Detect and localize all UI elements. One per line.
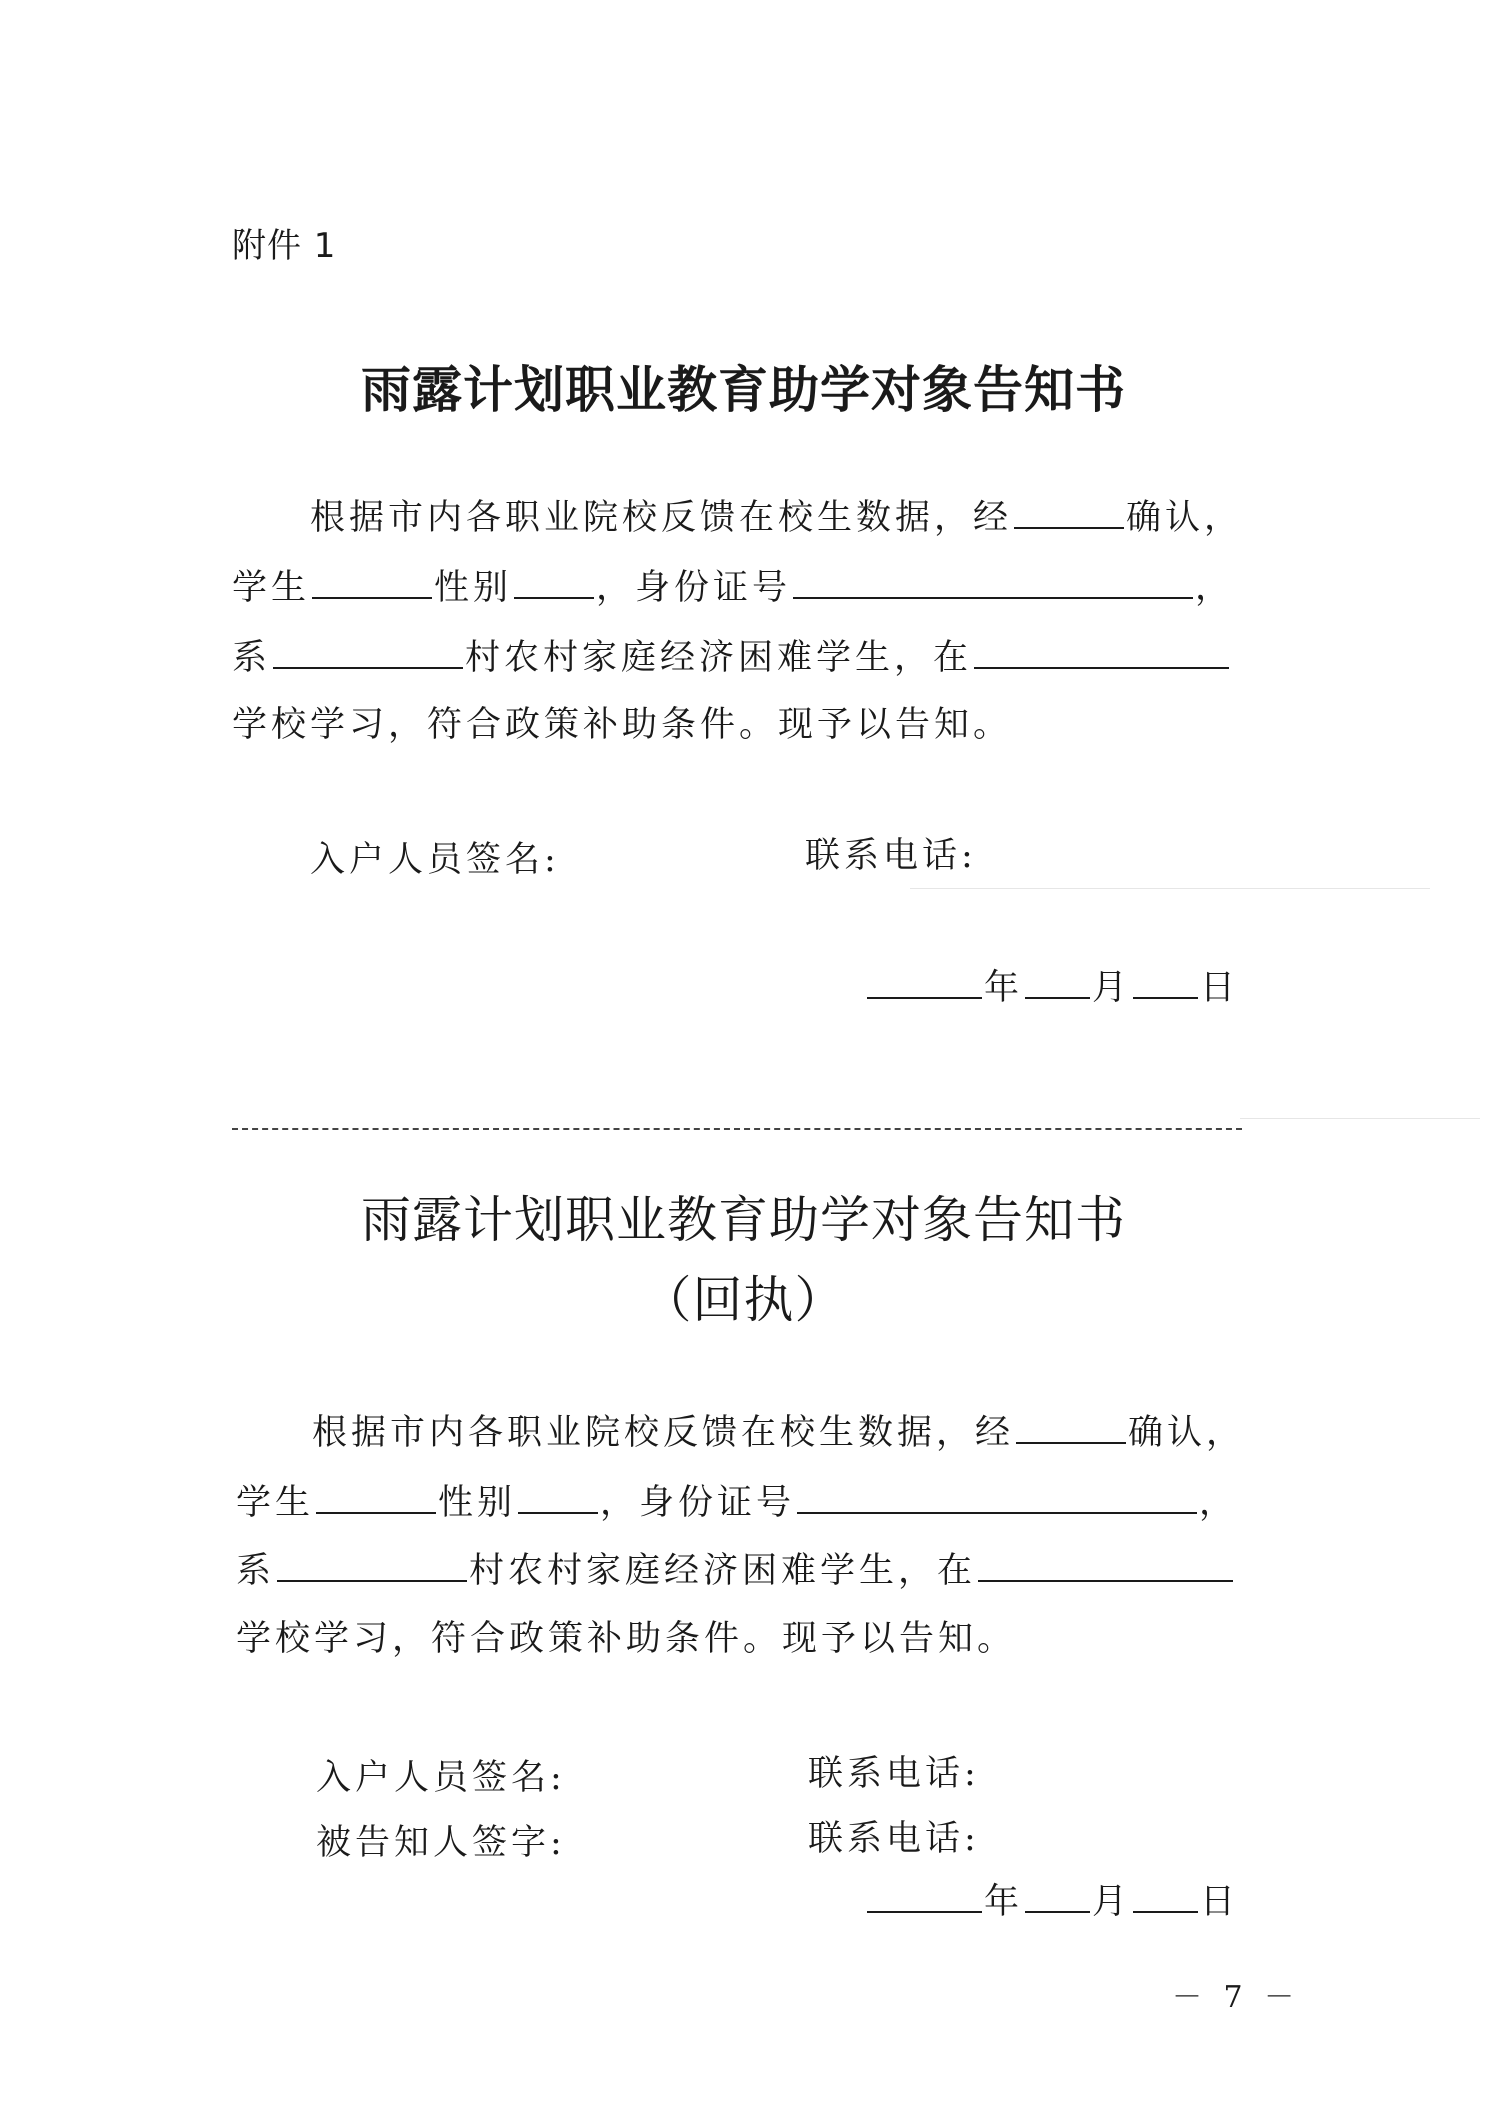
scan-artifact	[1240, 1118, 1480, 1119]
year-label: 年	[984, 1882, 1024, 1922]
staff-signature-label: 入户人员签名:	[316, 1758, 566, 1798]
receipt-text: 性别	[438, 1483, 517, 1523]
year-blank	[867, 963, 982, 999]
receipt-title: 雨露计划职业教育助学对象告知书	[361, 1191, 1126, 1249]
notice-paragraph-line-1	[310, 493, 1340, 543]
year-blank	[867, 1877, 982, 1913]
notice-text: 确认，	[1126, 498, 1244, 538]
student-name-blank	[316, 1478, 436, 1514]
receipt-paragraph-line-3	[236, 1546, 1266, 1596]
day-blank	[1133, 1877, 1198, 1913]
receipt-text: 学生	[236, 1483, 315, 1523]
receipt-text: 确认，	[1128, 1413, 1246, 1453]
phone-label: 联系电话:	[805, 836, 977, 876]
notice-date	[865, 960, 1239, 1010]
confirm-blank	[1014, 493, 1124, 529]
receipt-text: 学校学习，符合政策补助条件。现予以告知。	[236, 1619, 1017, 1659]
receipt-date	[865, 1874, 1239, 1924]
staff-signature-label: 入户人员签名:	[310, 840, 560, 880]
notice-text: ，身份证号	[596, 568, 792, 608]
day-label: 日	[1200, 1882, 1240, 1922]
notice-text: 村农村家庭经济困难学生，在	[465, 638, 973, 678]
notice-title: 雨露计划职业教育助学对象告知书	[361, 361, 1126, 419]
notice-text: 性别	[434, 568, 513, 608]
month-label: 月	[1092, 1882, 1132, 1922]
receipt-paragraph-line-1	[312, 1408, 1342, 1458]
notified-signature-label: 被告知人签字:	[316, 1823, 566, 1863]
receipt-text: ，	[1199, 1483, 1239, 1523]
month-blank	[1025, 963, 1090, 999]
notice-text: 系	[232, 638, 272, 678]
receipt-paragraph-line-2	[236, 1478, 1266, 1528]
village-blank	[273, 633, 463, 669]
cut-line-divider	[232, 1128, 1242, 1130]
notice-text: 学生	[232, 568, 311, 608]
id-number-blank	[797, 1478, 1197, 1514]
receipt-subtitle: （回执）	[641, 1271, 846, 1329]
receipt-text: 村农村家庭经济困难学生，在	[469, 1551, 977, 1591]
notice-text: 学校学习，符合政策补助条件。现予以告知。	[232, 705, 1013, 745]
notice-text: ，	[1195, 568, 1235, 608]
day-blank	[1133, 963, 1198, 999]
notified-phone-label: 联系电话:	[808, 1819, 980, 1859]
id-number-blank	[793, 563, 1193, 599]
scan-artifact	[910, 888, 1430, 889]
receipt-text: 根据市内各职业院校反馈在校生数据，经	[312, 1413, 1015, 1453]
gender-blank	[518, 1478, 598, 1514]
month-blank	[1025, 1877, 1090, 1913]
attachment-label: 附件 1	[232, 226, 337, 266]
student-name-blank	[312, 563, 432, 599]
day-label: 日	[1200, 968, 1240, 1008]
notice-paragraph-line-4	[232, 700, 1262, 750]
village-blank	[277, 1546, 467, 1582]
school-blank	[974, 633, 1229, 669]
year-label: 年	[984, 968, 1024, 1008]
receipt-text: ，身份证号	[600, 1483, 796, 1523]
confirm-blank	[1016, 1408, 1126, 1444]
staff-phone-label: 联系电话:	[808, 1754, 980, 1794]
notice-paragraph-line-2	[232, 563, 1262, 613]
gender-blank	[514, 563, 594, 599]
receipt-text: 系	[236, 1551, 276, 1591]
receipt-paragraph-line-4	[236, 1614, 1266, 1664]
school-blank	[978, 1546, 1233, 1582]
page-number: － 7 －	[1172, 1980, 1301, 2015]
month-label: 月	[1092, 968, 1132, 1008]
notice-text: 根据市内各职业院校反馈在校生数据，经	[310, 498, 1013, 538]
notice-paragraph-line-3	[232, 633, 1262, 683]
